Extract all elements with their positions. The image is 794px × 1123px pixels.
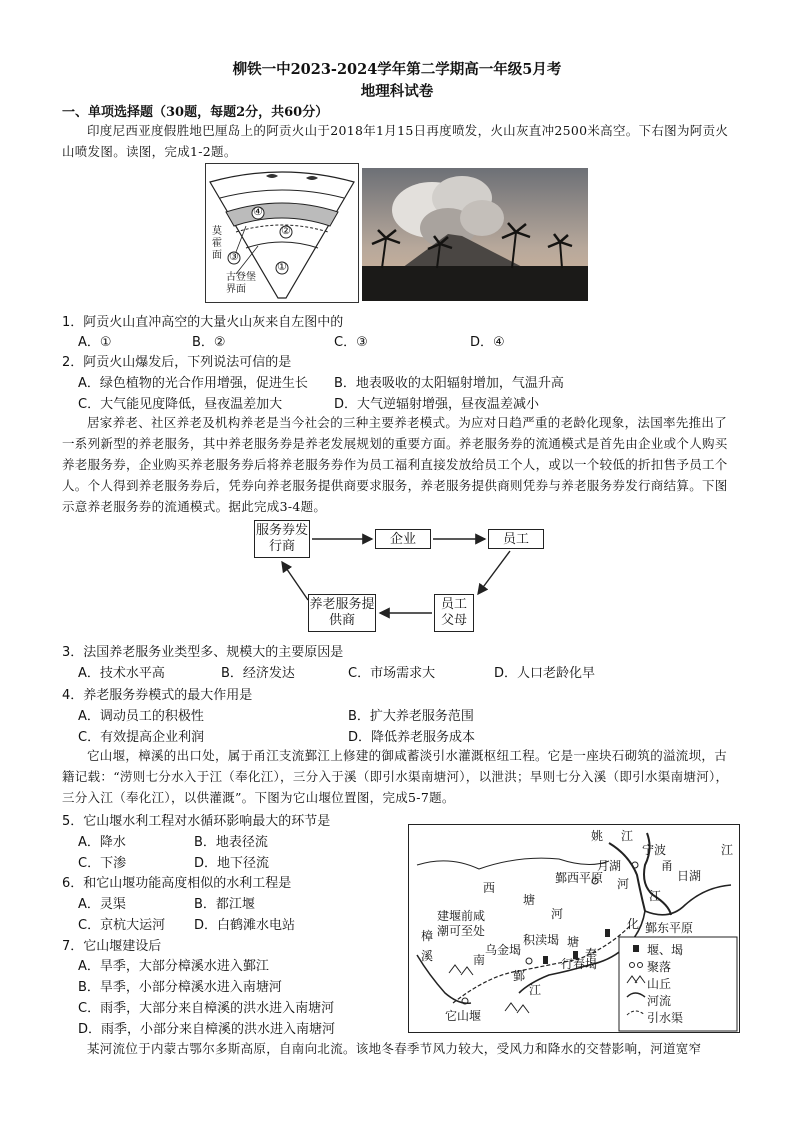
layer-label-2: ②: [281, 224, 291, 237]
q4-option-b[interactable]: B．扩大养老服务范围: [348, 709, 474, 724]
passage-elderly-care: 居家养老、社区养老及机构养老是当今社会的三种主要养老模式。为应对日趋严重的老龄化现象，法国率先推出了一系列新型的养老服务，其中养老服务券是养老发展规划的重要方面。养老服务券的流通模式是首先由企业或个人购买养老服务券，企业购买养老服务券后将养老服务券作为员工福利直接发放给员工个人，或以一个较低的折扣售予员工个人。个人得到养老服务券后，凭券向养老服务提供商要求服务，养老服务提供商则凭券与养老服务券发行商结算。下图示意养老服务券的流通模式。据此完成3-4题。: [62, 415, 728, 514]
q4-option-d[interactable]: D．降低养老服务成本: [348, 730, 476, 745]
map-label-tang-1: 塘: [523, 893, 536, 907]
question-1: 1．阿贡火山直冲高空的大量火山灰来自左图中的: [62, 315, 344, 330]
q1-option-a[interactable]: A．①: [78, 335, 112, 350]
q3-option-d[interactable]: D．人口老龄化早: [494, 666, 596, 681]
map-label-yong: 甬: [661, 859, 674, 873]
map-label-tide-1: 建堰前咸: [437, 909, 486, 923]
tashan-weir-map: [408, 824, 740, 1033]
q7-option-b[interactable]: B．旱季，小部分樟溪水进入南塘河: [78, 980, 282, 995]
map-label-feng: 奉: [585, 947, 598, 961]
map-label-tashan-weir: 它山堰: [445, 1009, 482, 1023]
q7-option-d[interactable]: D．雨季，小部分来自樟溪的洪水进入南塘河: [78, 1022, 336, 1037]
q6-option-d[interactable]: D．白鹤滩水电站: [194, 918, 296, 933]
q2-option-a[interactable]: A．绿色植物的光合作用增强，促进生长: [78, 376, 308, 391]
map-label-he-2: 河: [551, 907, 564, 921]
section-heading: 一、单项选择题（30题，每题2分，共60分）: [62, 105, 329, 120]
moho-label: 莫霍面: [212, 226, 222, 261]
layer-label-4: ④: [253, 205, 263, 218]
map-label-yuehu: 月湖: [597, 859, 622, 873]
map-label-xi-2: 溪: [421, 949, 434, 963]
legend-river: 河流: [647, 994, 672, 1008]
q7-option-a[interactable]: A．旱季，大部分樟溪水进入鄞江: [78, 959, 269, 974]
legend-settlement: 聚落: [647, 960, 672, 974]
q6-option-a[interactable]: A．灵渠: [78, 897, 126, 912]
q5-option-d[interactable]: D．地下径流: [194, 856, 270, 871]
map-label-jiang-4: 江: [529, 983, 542, 997]
question-2: 2．阿贡火山爆发后，下列说法可信的是: [62, 355, 292, 370]
q5-option-c[interactable]: C．下渗: [78, 856, 127, 871]
flow-box-issuer: 服务券发行商: [254, 520, 310, 558]
map-label-rihu: 日湖: [677, 869, 702, 883]
q1-option-c[interactable]: C．③: [334, 335, 368, 350]
q7-option-c[interactable]: C．雨季，大部分来自樟溪的洪水进入南塘河: [78, 1001, 335, 1016]
exam-subject: 地理科试卷: [360, 83, 434, 100]
q5-option-b[interactable]: B．地表径流: [194, 835, 268, 850]
legend-weir: 堰、堨: [647, 943, 684, 957]
map-label-wujin-weir: 乌金堨: [485, 943, 522, 957]
q3-option-a[interactable]: A．技术水平高: [78, 666, 165, 681]
q6-option-c[interactable]: C．京杭大运河: [78, 918, 166, 933]
map-label-tang-2: 塘: [567, 935, 580, 949]
passage-volcano: 印度尼西亚度假胜地巴厘岛上的阿贡火山于2018年1月15日再度喷发，火山灰直冲2500米高空。下右图为阿贡火山喷发图。读图，完成1-2题。: [62, 123, 729, 159]
legend-hill: 山丘: [647, 977, 672, 991]
map-label-yindong-plain: 鄞东平原: [645, 921, 694, 935]
map-label-jiang-2: 江: [721, 843, 734, 857]
q5-option-a[interactable]: A．降水: [78, 835, 126, 850]
legend-canal: 引水渠: [647, 1011, 684, 1025]
question-3: 3．法国养老服务业类型多、规模大的主要原因是: [62, 645, 344, 660]
map-label-xingchun-weir: 行春堨: [561, 957, 598, 971]
flow-box-provider: 养老服务提供商: [308, 594, 376, 632]
map-label-jidu-weir: 积渎堨: [523, 933, 560, 947]
map-label-hua: 化: [627, 917, 640, 931]
q1-option-d[interactable]: D．④: [470, 335, 505, 350]
map-label-xi: 西: [483, 881, 496, 895]
question-4: 4．养老服务券模式的最大作用是: [62, 688, 253, 703]
q2-option-b[interactable]: B．地表吸收的太阳辐射增加，气温升高: [334, 376, 564, 391]
gutenberg-label: 古登堡界面: [226, 272, 256, 295]
q3-option-b[interactable]: B．经济发达: [221, 666, 295, 681]
map-label-yao: 姚: [591, 829, 604, 843]
q1-option-b[interactable]: B．②: [192, 335, 226, 350]
map-label-nan: 南: [473, 953, 486, 967]
map-label-ningbo: 宁波: [642, 843, 667, 857]
q2-option-c[interactable]: C．大气能见度降低，昼夜温差加大: [78, 397, 283, 412]
map-label-zhang: 樟: [421, 929, 434, 943]
map-label-tide-2: 潮可至处: [437, 924, 486, 938]
question-5: 5．它山堰水利工程对水循环影响最大的环节是: [62, 814, 331, 829]
q3-option-c[interactable]: C．市场需求大: [348, 666, 436, 681]
layer-label-1: ①: [277, 260, 287, 273]
flow-box-enterprise: 企业: [375, 529, 431, 549]
passage-tashan-weir: 它山堰，樟溪的出口处，属于甬江支流鄞江上修建的御咸蓄淡引水灌溉枢纽工程。它是一座块石砌筑的溢流坝，古籍记载：“涝则七分水入于江（奉化江），三分入于溪（即引水渠南塘河），以泄洪；旱则七分入溪（即引水渠南塘河），三分入江（奉化江），以供灌溉”。下图为它山堰位置图，完成5-7题。: [62, 748, 729, 805]
question-7: 7．它山堰建设后: [62, 939, 162, 954]
q4-option-c[interactable]: C．有效提高企业利润: [78, 730, 205, 745]
question-6: 6．和它山堰功能高度相似的水利工程是: [62, 876, 292, 891]
map-label-yin: 鄞: [513, 969, 526, 983]
passage-ordos-river: 某河流位于内蒙古鄂尔多斯高原，自南向北流。该地冬春季节风力较大，受风力和降水的交替影响，河道宽窄: [87, 1041, 702, 1056]
map-label-yinxi-plain: 鄞西平原: [555, 871, 604, 885]
q2-option-d[interactable]: D．大气逆辐射增强，昼夜温差减小: [334, 397, 540, 412]
flow-box-employee: 员工: [488, 529, 544, 549]
q4-option-a[interactable]: A．调动员工的积极性: [78, 709, 204, 724]
map-label-jiang-1: 江: [621, 829, 634, 843]
flow-box-parents: 员工父母: [434, 594, 474, 632]
map-label-jiang-3: 江: [649, 889, 662, 903]
q6-option-b[interactable]: B．都江堰: [194, 897, 255, 912]
exam-title: 柳铁一中2023-2024学年第二学期高一年级5月考: [232, 61, 562, 78]
map-label-he-1: 河: [617, 877, 630, 891]
layer-label-3: ③: [229, 250, 239, 263]
